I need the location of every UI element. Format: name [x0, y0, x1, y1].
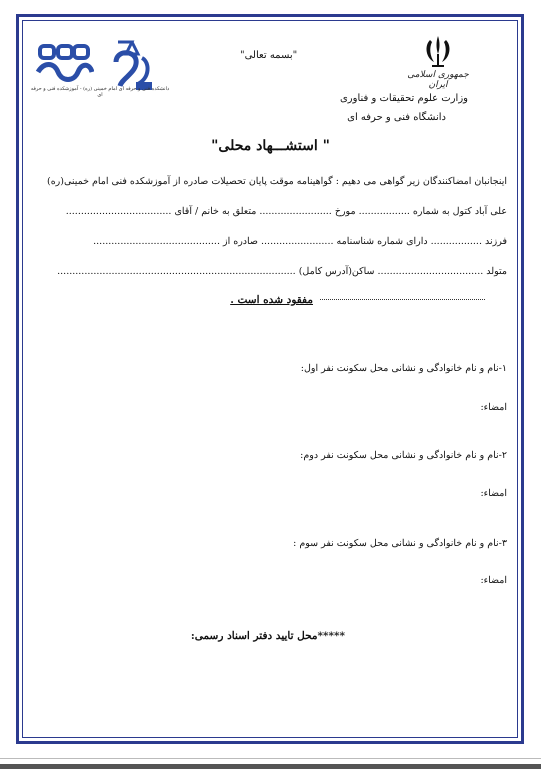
declaration-line-1: اینجانبان امضاکنندگان زیر گواهی می دهیم : گواهینامه موقت پایان تحصیلات صادره از آموزشکده فنی امام خمینی(ره)	[47, 176, 507, 187]
ministry-name: وزارت علوم تحقیقات و فناوری	[339, 93, 468, 104]
witness-3-label: ۳-نام و نام خانوادگی و نشانی محل سکونت نفر سوم :	[293, 538, 507, 549]
notary-confirmation: *****محل تایید دفتر اسناد رسمی:	[190, 630, 345, 642]
emblem-caption: جمهوری اسلامی ایران	[407, 70, 469, 90]
document-title: " استشـــهاد محلی"	[211, 138, 330, 154]
iran-emblem-icon	[420, 32, 456, 72]
lost-item-dotted-line	[320, 299, 485, 300]
declaration-line-2: علی آباد کتول به شماره ................. مورخ ........................ متعلق به خانم / آقای ...................................	[65, 206, 507, 217]
witness-1-signature: امضاء:	[480, 402, 507, 413]
witness-3-signature: امضاء:	[480, 575, 507, 586]
declaration-line-4: متولد ................................... ساکن(آدرس کامل) ...............................................................................	[57, 266, 507, 277]
university-name: دانشگاه فنی و حرفه ای	[347, 112, 446, 123]
bismillah: "بسمه تعالی"	[240, 50, 298, 61]
page-bottom-strip	[0, 764, 541, 769]
declaration-line-3: فرزند ................. دارای شماره شناسنامه ........................ صادره از ..........................................	[93, 236, 507, 247]
witness-2-signature: امضاء:	[480, 488, 507, 499]
witness-2-label: ۲-نام و نام خانوادگی و نشانی محل سکونت نفر دوم:	[300, 450, 507, 461]
witness-1-label: ۱-نام و نام خانوادگی و نشانی محل سکونت نفر اول:	[300, 363, 507, 374]
lost-statement: مفقود شده است .	[230, 294, 313, 306]
organization-logo-icon	[34, 42, 94, 84]
logo-caption: دانشکده فنی و حرفه ای امام خمینی (ره) - آموزشکده فنی و حرفه ای	[30, 86, 170, 98]
